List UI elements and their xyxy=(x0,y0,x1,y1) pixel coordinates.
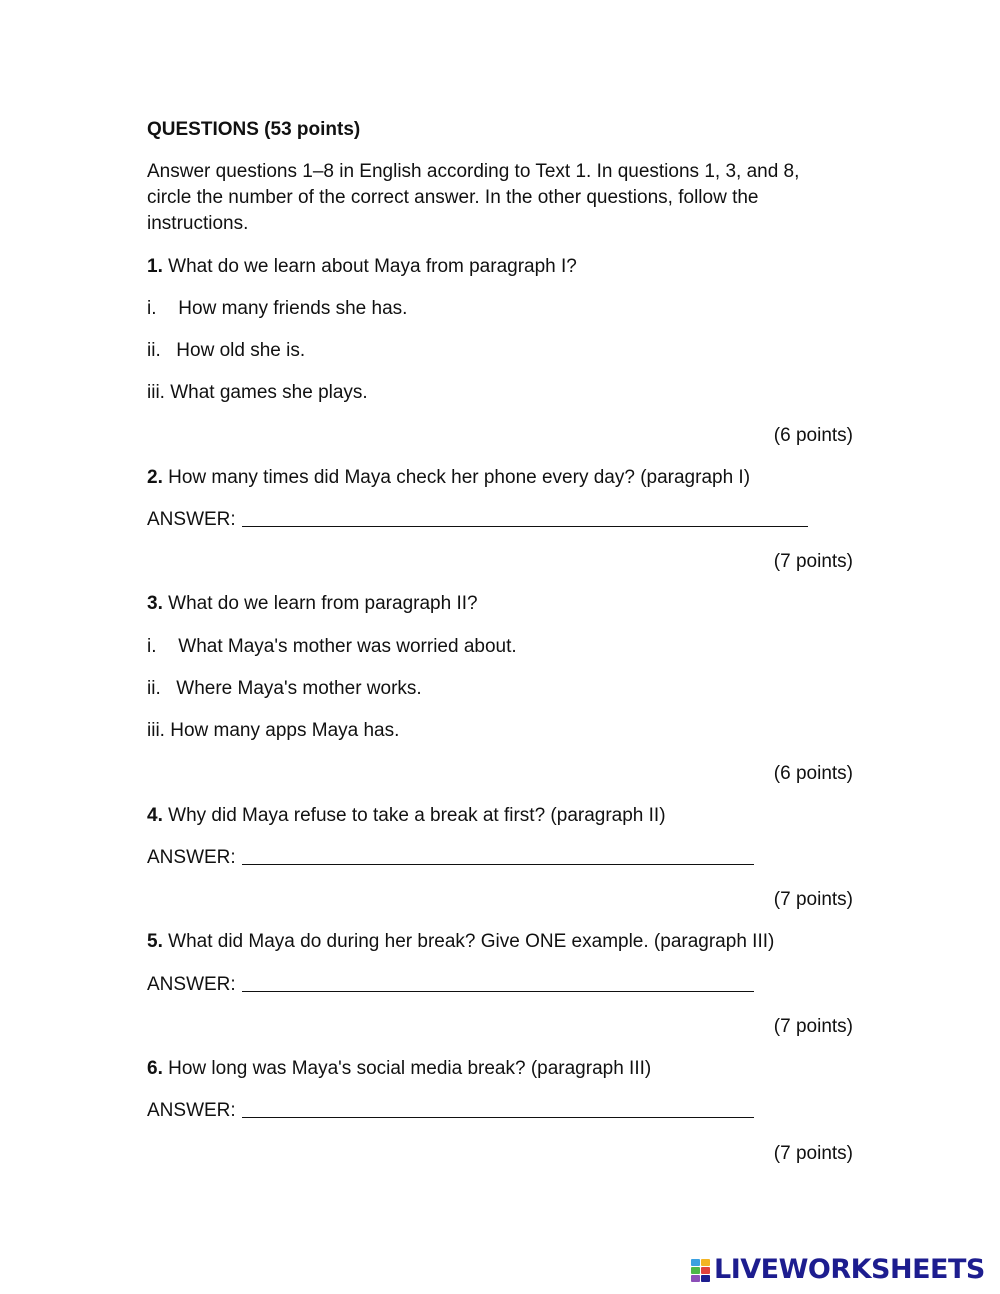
worksheet-instructions: Answer questions 1–8 in English according to Text 1. In questions 1, 3, and 8, circle the number of the correct answer. In the other questions, follow the instructions. xyxy=(147,161,800,234)
question-5-points: (7 points) xyxy=(773,1016,853,1037)
answer-label: ANSWER: xyxy=(147,1100,236,1121)
question-2-points: (7 points) xyxy=(773,551,853,572)
question-2 xyxy=(147,465,853,491)
question-6-answer xyxy=(147,1098,853,1124)
answer-label: ANSWER: xyxy=(147,974,236,995)
logo-text: LIVEWORKSHEETS xyxy=(714,1253,985,1285)
answer-input-line[interactable] xyxy=(242,990,754,992)
question-2-answer xyxy=(147,507,853,533)
option-label: ii. xyxy=(147,340,161,361)
answer-label: ANSWER: xyxy=(147,509,236,530)
question-number: 4. xyxy=(147,805,163,826)
question-text: What do we learn from paragraph II? xyxy=(168,593,478,614)
question-number: 3. xyxy=(147,593,163,614)
question-number: 5. xyxy=(147,931,163,952)
question-5 xyxy=(147,929,853,955)
question-3-option-1[interactable] xyxy=(147,634,853,660)
option-label: iii. xyxy=(147,720,165,741)
worksheet-title: QUESTIONS (53 points) xyxy=(147,119,361,140)
logo-blocks-icon xyxy=(691,1256,711,1282)
question-1 xyxy=(147,254,853,280)
option-label: i. xyxy=(147,636,157,657)
question-1-points: (6 points) xyxy=(773,425,853,446)
option-text: How many apps Maya has. xyxy=(170,720,400,741)
question-number: 1. xyxy=(147,256,163,277)
question-3-option-2[interactable] xyxy=(147,676,853,702)
question-number: 6. xyxy=(147,1058,163,1079)
option-label: i. xyxy=(147,298,157,319)
question-text: How long was Maya's social media break? (paragraph III) xyxy=(168,1058,652,1079)
question-text: What do we learn about Maya from paragraph I? xyxy=(168,256,577,277)
question-4-answer xyxy=(147,845,853,871)
question-text: Why did Maya refuse to take a break at first? (paragraph II) xyxy=(168,805,666,826)
question-4 xyxy=(147,803,853,829)
liveworksheets-logo xyxy=(691,1254,985,1284)
answer-input-line[interactable] xyxy=(242,525,808,527)
question-text: How many times did Maya check her phone every day? (paragraph I) xyxy=(168,467,751,488)
option-text: What games she plays. xyxy=(170,382,368,403)
question-1-option-2[interactable] xyxy=(147,338,853,364)
question-5-answer xyxy=(147,972,853,998)
question-1-option-3[interactable] xyxy=(147,380,853,406)
question-3 xyxy=(147,591,853,617)
option-text: What Maya's mother was worried about. xyxy=(178,636,517,657)
question-number: 2. xyxy=(147,467,163,488)
question-1-option-1[interactable] xyxy=(147,296,853,322)
option-label: iii. xyxy=(147,382,165,403)
question-3-option-3[interactable] xyxy=(147,718,853,744)
option-text: How old she is. xyxy=(176,340,306,361)
question-6 xyxy=(147,1056,853,1082)
question-text: What did Maya do during her break? Give ONE example. (paragraph III) xyxy=(168,931,775,952)
option-label: ii. xyxy=(147,678,161,699)
option-text: How many friends she has. xyxy=(178,298,408,319)
option-text: Where Maya's mother works. xyxy=(176,678,422,699)
answer-input-line[interactable] xyxy=(242,863,754,865)
answer-input-line[interactable] xyxy=(242,1116,754,1118)
question-6-points: (7 points) xyxy=(773,1143,853,1164)
question-3-points: (6 points) xyxy=(773,763,853,784)
question-4-points: (7 points) xyxy=(773,889,853,910)
answer-label: ANSWER: xyxy=(147,847,236,868)
